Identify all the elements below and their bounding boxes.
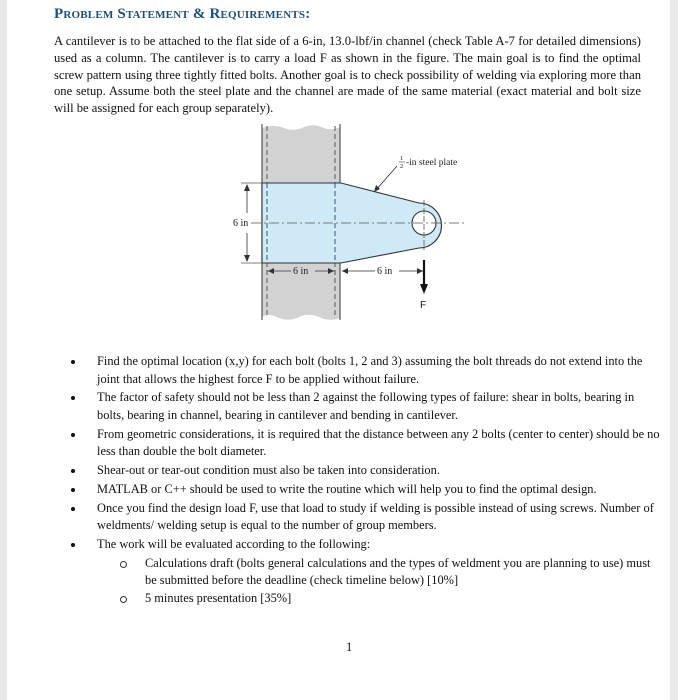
load-label: F — [420, 300, 427, 311]
list-item: The work will be evaluated according to the following: — [62, 536, 662, 554]
list-item: Once you find the design load F, use that load to study if welding is possible instead of using screws. Number of weldments/ welding setup is equal to the number of group members. — [62, 500, 662, 535]
bullet-icon — [71, 469, 75, 473]
bullet-icon — [71, 488, 75, 492]
svg-text:2: 2 — [400, 163, 404, 170]
sub-list-item: 5 minutes presentation [35%] — [62, 590, 662, 608]
dim-vertical-label: 6 in — [233, 218, 249, 229]
dim-horizontal-left-label: 6 in — [293, 266, 309, 277]
hollow-bullet-icon — [120, 561, 127, 568]
document-page — [7, 0, 670, 700]
bullet-icon — [71, 543, 75, 547]
hollow-bullet-icon — [120, 596, 127, 603]
requirements-list — [62, 353, 662, 608]
section-title: Problem Statement & Requirements: — [54, 6, 311, 22]
cantilever-diagram — [229, 120, 469, 328]
svg-text:1: 1 — [400, 155, 404, 162]
dim-horizontal-right-label: 6 in — [377, 266, 393, 277]
bullet-icon — [71, 507, 75, 511]
list-item: Shear-out or tear-out condition must also be taken into consideration. — [62, 462, 662, 480]
list-item: Find the optimal location (x,y) for each bolt (bolts 1, 2 and 3) assuming the bolt threads do not extend into the joint that allows the highest force F to be applied without failure. — [62, 353, 662, 388]
plate-label: -in steel plate — [406, 158, 458, 168]
page-number: 1 — [346, 640, 353, 654]
intro-paragraph: A cantilever is to be attached to the flat side of a 6-in, 13.0-lbf/in channel (check Table A-7 for detailed dimensions) used as a column. The cantilever is to carry a load F as shown in the figure. The main goal is to find the optimal screw pattern using three tightly fitted bolts. Another goal is to check possibility of welding via exploring more than one setup. Assume both the steel plate and the channel are made of the same material (exact material and bolt size will be assigned for each group separately). — [54, 34, 641, 116]
cantilever-figure — [229, 120, 469, 328]
sub-list-item: Calculations draft (bolts general calculations and the types of weldment you are planning to use) must be submitted before the deadline (check timeline below) [10%] — [62, 555, 662, 590]
bullet-icon — [71, 360, 75, 364]
list-item: MATLAB or C++ should be used to write the routine which will help you to find the optimal design. — [62, 481, 662, 499]
list-item: The factor of safety should not be less than 2 against the following types of failure: shear in bolts, bearing in bolts, bearing in channel, bearing in cantilever and bending in cantilever. — [62, 389, 662, 424]
bullet-icon — [71, 396, 75, 400]
bullet-icon — [71, 433, 75, 437]
list-item: From geometric considerations, it is required that the distance between any 2 bolts (center to center) should be no less than double the bolt diameter. — [62, 426, 662, 461]
